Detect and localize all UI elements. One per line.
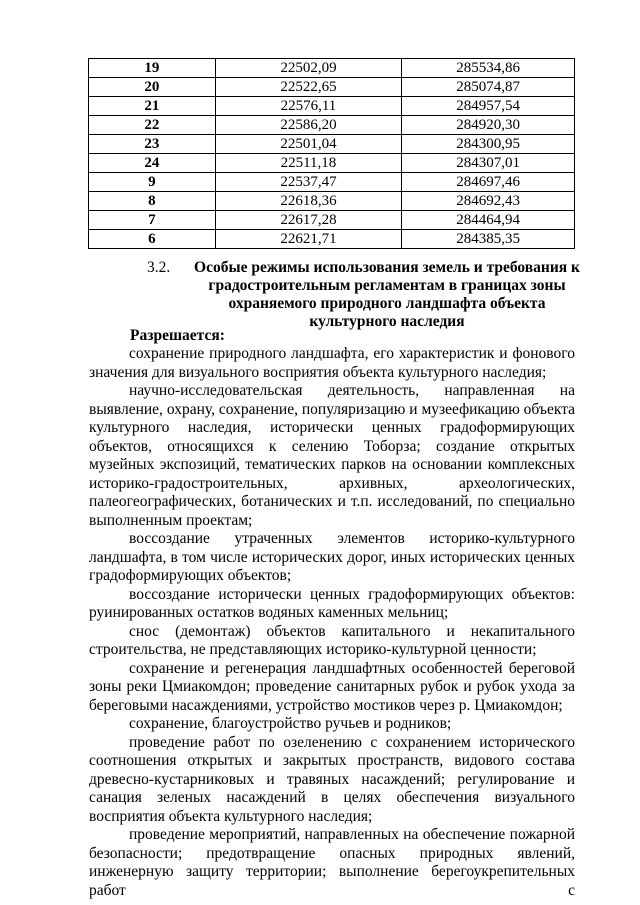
table-row [89, 116, 575, 135]
y-coordinate-cell: 284300,95 [402, 135, 575, 154]
table-row [89, 192, 575, 211]
section-heading [147, 259, 587, 331]
paragraph: сохранение, благоустройство ручьев и родников; [129, 715, 452, 732]
point-number-cell: 9 [89, 173, 216, 192]
x-coordinate-cell: 22576,11 [215, 97, 402, 116]
y-coordinate-cell: 284464,94 [402, 211, 575, 230]
y-coordinate-cell: 284697,46 [402, 173, 575, 192]
table-row [89, 97, 575, 116]
x-coordinate-cell: 22586,20 [215, 116, 402, 135]
y-coordinate-cell: 285534,86 [402, 59, 575, 78]
x-coordinate-cell: 22502,09 [215, 59, 402, 78]
y-coordinate-cell: 284920,30 [402, 116, 575, 135]
point-number-cell: 22 [89, 116, 216, 135]
x-coordinate-cell: 22537,47 [215, 173, 402, 192]
table-row [89, 59, 575, 78]
x-coordinate-cell: 22501,04 [215, 135, 402, 154]
y-coordinate-cell: 284307,01 [402, 154, 575, 173]
y-coordinate-cell: 285074,87 [402, 78, 575, 97]
point-number-cell: 21 [89, 97, 216, 116]
table-row [89, 230, 575, 249]
point-number-cell: 6 [89, 230, 216, 249]
x-coordinate-cell: 22617,28 [215, 211, 402, 230]
paragraph: воссоздание исторически ценных градоформирующих объектов: руинированных остатков водяных каменных мельниц; [89, 585, 575, 621]
allowed-list [89, 345, 575, 900]
table-row [89, 173, 575, 192]
y-coordinate-cell: 284385,35 [402, 230, 575, 249]
allowed-heading: Разрешается: [130, 327, 225, 344]
table-row [89, 154, 575, 173]
point-number-cell: 19 [89, 59, 216, 78]
x-coordinate-cell: 22621,71 [215, 230, 402, 249]
point-number-cell: 23 [89, 135, 216, 154]
point-number-cell: 24 [89, 154, 216, 173]
coordinates-table [88, 58, 575, 249]
coordinates-table-body [89, 59, 575, 249]
table-row [89, 135, 575, 154]
x-coordinate-cell: 22618,36 [215, 192, 402, 211]
x-coordinate-cell: 22522,65 [215, 78, 402, 97]
paragraph: снос (демонтаж) объектов капитального и некапитального строительства, не представляющих историко-культурной ценности; [89, 622, 575, 658]
table-row [89, 78, 575, 97]
section-title: Особые режимы использования земель и требования к градостроительным регламентам в границах зоны охраняемого природного ландшафта объекта культурного наследия [194, 259, 580, 330]
table-row [89, 211, 575, 230]
point-number-cell: 7 [89, 211, 216, 230]
paragraph: сохранение и регенерация ландшафтных особенностей береговой зоны реки Цмиакомдон; проведение санитарных рубок и рубок ухода за береговыми насаждениями, устройство мостиков через р. Цмиакомдон; [89, 659, 575, 714]
paragraph: воссоздание утраченных элементов историко-культурного ландшафта, в том числе исторических дорог, иных исторических ценных градоформирующих объектов; [89, 530, 575, 584]
paragraph: сохранение природного ландшафта, его характеристик и фонового значения для визуального восприятия объекта культурного наследия; [89, 345, 575, 381]
paragraph: проведение работ по озеленению с сохранением исторического соотношения открытых и закрытых пространств, видового состава древесно-кустарниковых и травяных насаждений; регулирование и санация зеленых насаждений в целях обеспечения визуального восприятия объекта культурного наследия; [89, 733, 575, 825]
section-number: 3.2. [147, 259, 171, 276]
y-coordinate-cell: 284692,43 [402, 192, 575, 211]
paragraph: проведение мероприятий, направленных на обеспечение пожарной безопасности; предотвращение опасных природных явлений, инженерную защиту территории; выполнение берегоукрепительных работ с [89, 826, 575, 899]
point-number-cell: 8 [89, 192, 216, 211]
point-number-cell: 20 [89, 78, 216, 97]
x-coordinate-cell: 22511,18 [215, 154, 402, 173]
y-coordinate-cell: 284957,54 [402, 97, 575, 116]
paragraph: научно-исследовательская деятельность, направленная на выявление, охрану, сохранение, популяризацию и музеефикацию объекта культурного наследия, исторически ценных градоформирующих объектов, относящихся к селению Тоборза; создание открытых музейных экспозиций, тематических парков на основании комплексных историко-градостроительных, архивных, археологических, палеогеографических, ботанических и т.п. исследований, по специально выполненным проектам; [89, 382, 575, 529]
